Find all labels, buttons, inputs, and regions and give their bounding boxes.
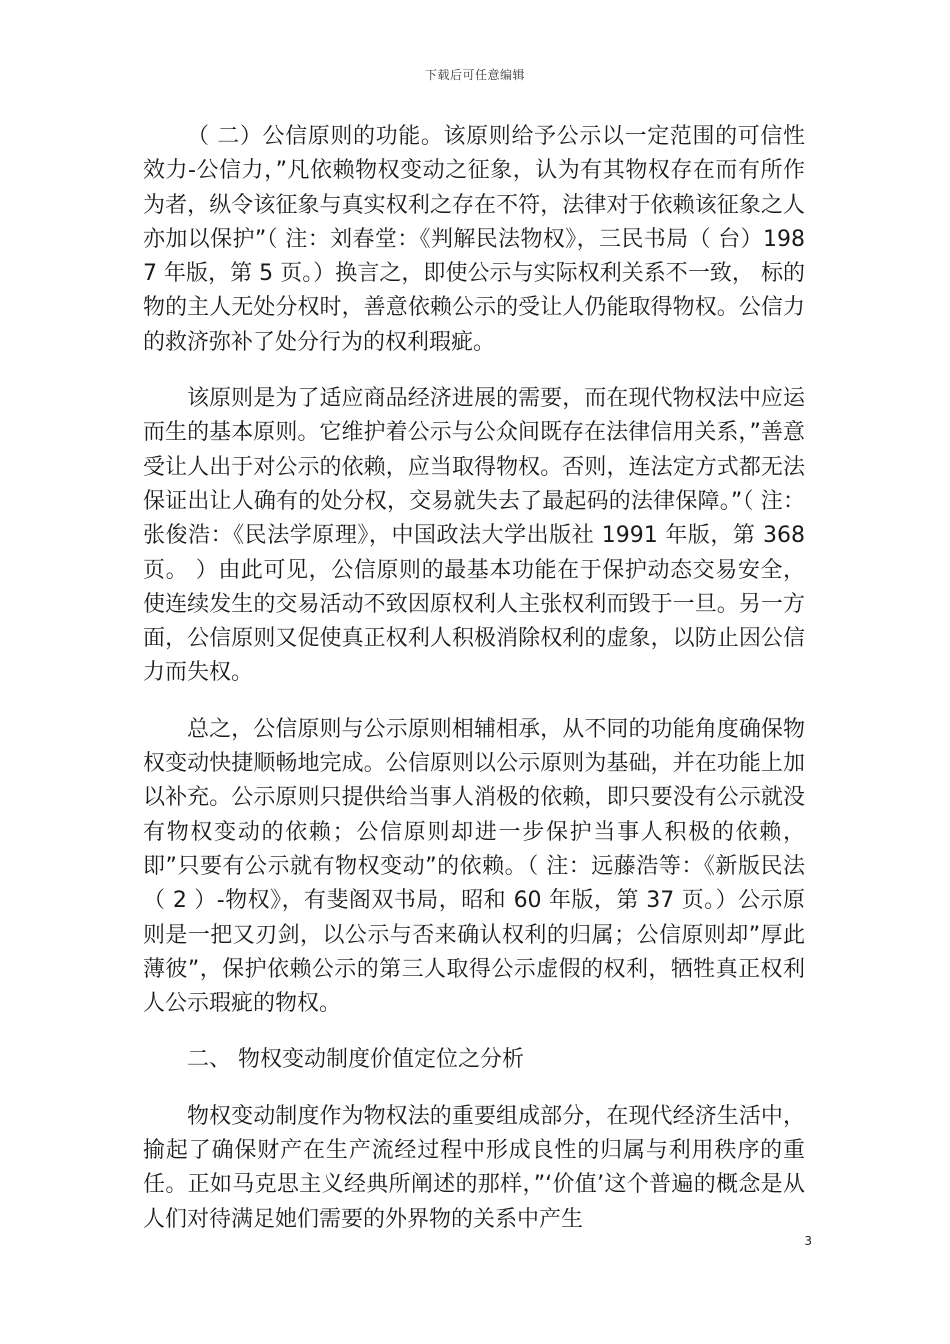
paragraph-public-trust-function: （ 二）公信原则的功能。该原则给予公示以一定范围的可信性效力-公信力，”凡依赖物权变动之征象，认为有其物权存在而有所作为者，纵令该征象与真实权利之存在不符，法律对于依赖该征象之人亦加以保护”（ 注：刘春堂：《判解民法物权》，三民书局（ 台）1987 年版，第 5 页。）换言之，即使公示与实际权利关系不一致， 标的物的主人无处分权时，善意依赖公示的受让人仍能取得物权。公信力的救济弥补了处分行为的权利瑕疵。 bbox=[143, 124, 805, 355]
paragraph-value-positioning: 物权变动制度作为物权法的重要组成部分，在现代经济生活中，揄起了确保财产在生产流经过程中形成良性的归属与利用秩序的重任。正如马克思主义经典所阐述的那样，”‘价值’这个普遍的概念是从人们对待满足她们需要的外界物的关系中产生 bbox=[143, 1103, 805, 1232]
paragraph-summary: 总之，公信原则与公示原则相辅相承，从不同的功能角度确保物权变动快捷顺畅地完成。公信原则以公示原则为基础，并在功能上加以补充。公示原则只提供给当事人消极的依赖，即只要没有公示就没有物权变动的依赖；公信原则却进一步保护当事人积极的依赖，即”只要有公示就有物权变动”的依赖。（ 注：远藤浩等：《新版民法（ 2 ）-物权》，有斐阁双书局，昭和 60 年版，第 37 页。）公示原则是一把又刃剑，以公示与否来确认权利的归属；公信原则却”厚此薄彼”，保护依赖公示的第三人取得公示虚假的权利，牺牲真正权利人公示瑕疵的物权。 bbox=[143, 716, 805, 1017]
paragraph-principle-origin: 该原则是为了适应商品经济进展的需要，而在现代物权法中应运而生的基本原则。它维护着公示与公众间既存在法律信用关系，”善意受让人出于对公示的依赖，应当取得物权。否则，连法定方式都无法保证出让人确有的处分权，交易就失去了最起码的法律保障。”（ 注：张俊浩：《民法学原理》，中国政法大学出版社 1991 年版，第 368 页。 ）由此可见，公信原则的最基本功能在于保护动态交易安全，使连续发生的交易活动不致因原权利人主张权利而毁于一旦。另一方面，公信原则又促使真正权利人积极消除权利的虚象，以防止因公信力而失权。 bbox=[143, 386, 805, 686]
section-heading: 二、 物权变动制度价值定位之分析 bbox=[187, 1047, 524, 1073]
document-body bbox=[143, 120, 805, 1237]
page-number: 3 bbox=[804, 1234, 812, 1248]
page-header: 下载后可任意编辑 bbox=[424, 68, 525, 82]
